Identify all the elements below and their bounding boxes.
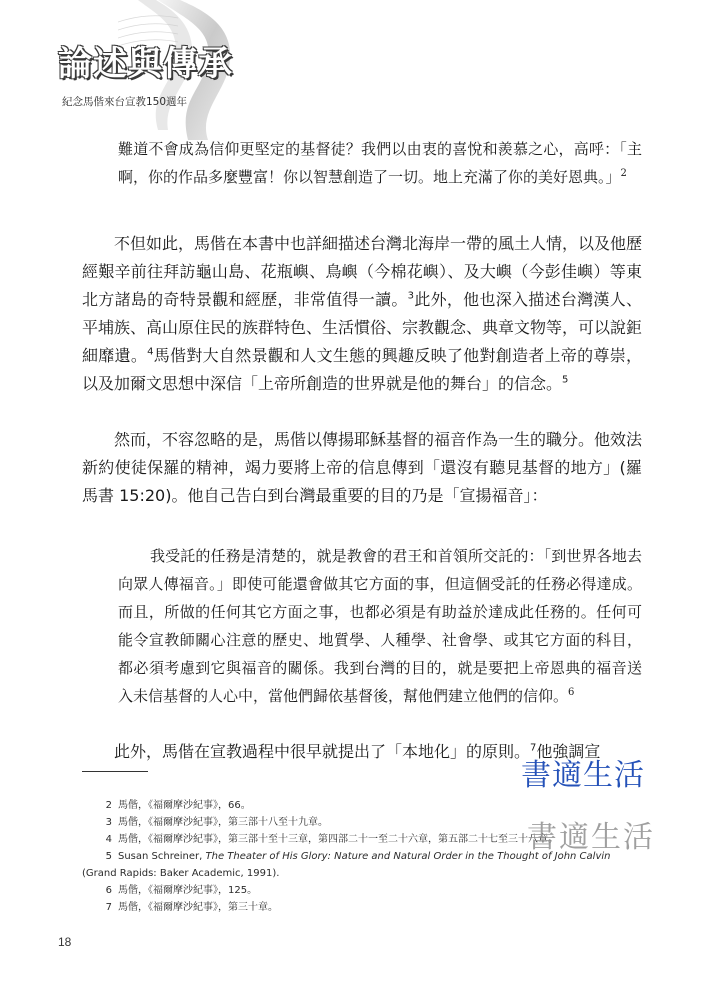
logo-title: 論述與傳承 — [58, 44, 233, 84]
paragraph-text: 此外，他也深入描述台灣漢人、平埔族、高山原住民的族群特色、生活慣俗、宗教觀念、典章文物等，可以說鉅細靡遺。 — [82, 290, 643, 365]
footnote-number: 5 — [105, 851, 112, 862]
block-quote — [118, 542, 642, 710]
footnote — [82, 882, 642, 899]
footnote-ref: 7 — [530, 742, 537, 754]
footnote-ref: 6 — [568, 687, 575, 698]
quote-top — [118, 135, 642, 191]
footnote-ref: 2 — [620, 168, 627, 179]
footnote-number: 7 — [105, 902, 112, 913]
footnote-number: 6 — [105, 885, 112, 896]
footnote-text: Susan Schreiner, — [118, 851, 206, 862]
watermark-gray: 書適生活 — [527, 820, 655, 855]
footnote-text: (Grand Rapids: Baker Academic, 1991). — [82, 868, 280, 879]
watermark-blue: 書適生活 — [521, 758, 645, 793]
footnote-ref: 5 — [562, 374, 569, 386]
quote-top-text: 難道不會成為信仰更堅定的基督徒？我們以由衷的喜悅和羨慕之心，高呼：「主啊，你的作品多麼豐富！你以智慧創造了一切。地上充滿了你的美好恩典。」 — [118, 140, 642, 186]
footnote-book-title: The Theater of His Glory: Nature and Natural Order in the Thought of John Calvin — [205, 851, 611, 862]
footnote-text: 馬偕，《福爾摩沙紀事》，第三十章。 — [118, 902, 278, 913]
paragraph-text: 馬偕對大自然景觀和人文生態的興趣反映了他對創造者上帝的尊崇，以及加爾文思想中深信「上帝所創造的世界就是他的舞台」的信念。 — [82, 346, 642, 393]
footnote-text: 馬偕，《福爾摩沙紀事》，第三部十至十三章，第四部二十一至二十六章，第五部二十七至三十八章。 — [118, 834, 558, 845]
paragraph — [82, 426, 642, 510]
paragraph — [82, 230, 642, 398]
paragraph-text: 不但如此，馬偕在本書中也詳細描述台灣北海岸一帶的風土人情，以及他歷經艱辛前往拜訪龜山島、花瓶嶼、鳥嶼（今棉花嶼）、及大嶼（今彭佳嶼）等東北方諸島的奇特景觀和經歷，非常值得一讀。 — [82, 234, 643, 309]
block-quote-text: 我受託的任務是清楚的，就是教會的君王和首領所交託的：「到世界各地去向眾人傳福音。」即使可能還會做其它方面的事，但這個受託的任務必得達成。而且，所做的任何其它方面之事，也都必須是有助益於達成此任務的。任何可能令宣教師關心注意的歷史、地質學、人種學、社會學、或其它方面的科目，都必須考慮到它與福音的關係。我到台灣的目的，就是要把上帝恩典的福音送入未信基督的人心中，當他們歸依基督後，幫他們建立他們的信仰。 — [118, 547, 642, 705]
page-number: 18 — [58, 935, 72, 949]
footnote-number: 3 — [105, 817, 112, 828]
footnote-text: 馬偕，《福爾摩沙紀事》，125。 — [118, 885, 258, 896]
footnote-divider — [82, 771, 148, 772]
footnote-ref: 4 — [147, 346, 154, 358]
footnote — [82, 899, 642, 916]
paragraph-text: 然而，不容忽略的是，馬偕以傳揚耶穌基督的福音作為一生的職分。他效法新約使徒保羅的精神，竭力要將上帝的信息傳到「還沒有聽見基督的地方」(羅馬書 15:20)。他自己告白到台灣最重要的目的乃是「宣揚福音」： — [82, 430, 643, 505]
footnote-number: 2 — [105, 800, 112, 811]
footnote-text: 馬偕，《福爾摩沙紀事》，第三部十八至十九章。 — [118, 817, 328, 828]
paragraph-text: 此外，馬偕在宣教過程中很早就提出了「本地化」的原則。 — [114, 742, 531, 761]
paragraph-text: 他強調宣 — [536, 742, 601, 761]
footnote-ref: 3 — [407, 290, 415, 302]
logo-subtitle: 紀念馬偕來台宣教150週年 — [62, 96, 188, 108]
footnote-number: 4 — [105, 834, 112, 845]
footnote-text: 馬偕，《福爾摩沙紀事》，66。 — [118, 800, 251, 811]
